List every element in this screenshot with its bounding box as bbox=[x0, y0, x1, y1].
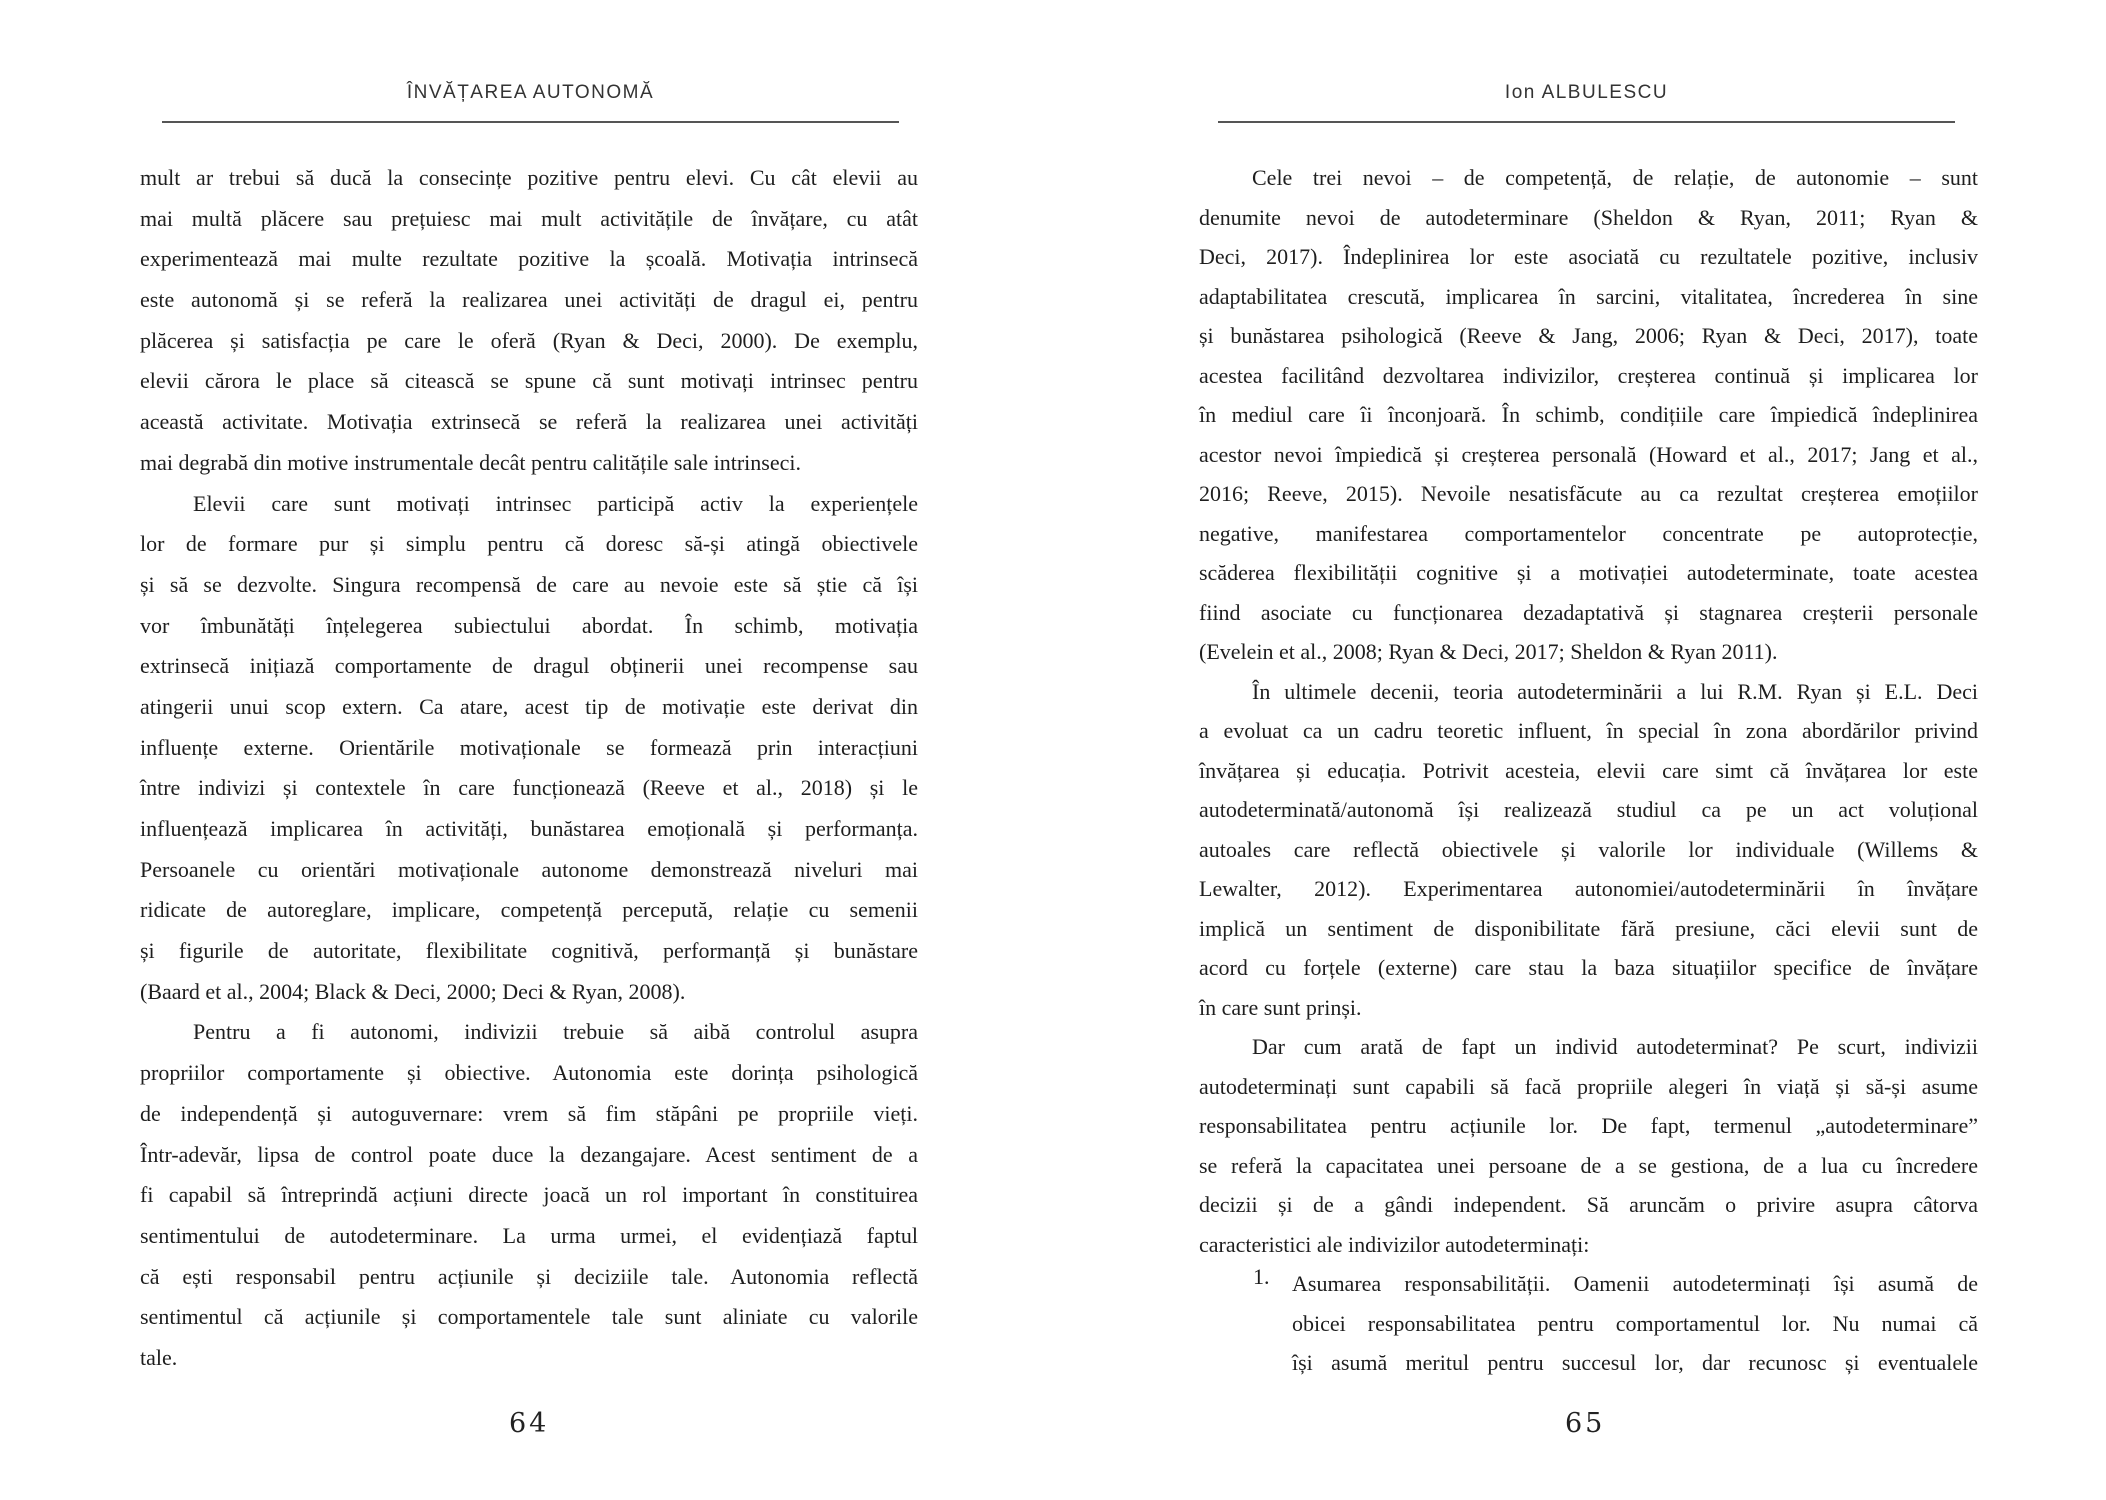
text-line: Elevii care sunt motivați intrinsec participă activ la experiențele bbox=[193, 490, 918, 516]
text-line: între indivizi și contextele în care funcționează (Reeve et al., 2018) și le bbox=[140, 775, 918, 801]
text-line: ridicate de autoreglare, implicare, competență percepută, relație cu semenii bbox=[140, 897, 918, 923]
text-line: Lewalter, 2012). Experimentarea autonomiei/autodeterminării în învățare bbox=[1199, 876, 1978, 901]
text-line: Dar cum arată de fapt un individ autodeterminat? Pe scurt, indivizii bbox=[1252, 1034, 1978, 1059]
right-page-number: 65 bbox=[1565, 1408, 1606, 1439]
right-header-rule bbox=[1218, 121, 1955, 123]
text-line: această activitate. Motivația extrinsecă se referă la realizarea unei activități bbox=[140, 409, 918, 435]
text-line: vor îmbunătăți înțelegerea subiectului abordat. În schimb, motivația bbox=[140, 612, 918, 638]
text-line: în care sunt prinși. bbox=[1199, 994, 1362, 1020]
text-line: și figurile de autoritate, flexibilitate cognitivă, performanță și bunăstare bbox=[140, 938, 918, 964]
text-line: responsabilitatea pentru acțiunile lor. De fapt, termenul „autodeterminare” bbox=[1199, 1113, 1978, 1138]
text-line: acestea facilitând dezvoltarea indivizilor, creșterea continuă și implicarea lor bbox=[1199, 362, 1978, 388]
text-line: sentimentului de autodeterminare. La urma urmei, el evidențiază faptul bbox=[140, 1222, 918, 1248]
text-line: mai multă plăcere sau prețuiesc mai mult activitățile de învățare, cu atât bbox=[140, 205, 918, 231]
text-line: se referă la capacitatea unei persoane de a se gestiona, de a lua cu încredere bbox=[1199, 1152, 1978, 1178]
paragraph bbox=[140, 484, 918, 1013]
text-line: Cele trei nevoi – de competență, de relație, de autonomie – sunt bbox=[1252, 165, 1978, 190]
text-line: autodeterminată/autonomă își realizează studiul ca pe un act voluțional bbox=[1199, 797, 1978, 822]
text-line: și bunăstarea psihologică (Reeve & Jang, 2006; Ryan & Deci, 2017), toate bbox=[1199, 323, 1978, 348]
list-item bbox=[1199, 1264, 1978, 1383]
text-line: Pentru a fi autonomi, indivizii trebuie să aibă controlul asupra bbox=[193, 1019, 918, 1045]
text-line: caracteristici ale indivizilor autodeterminați: bbox=[1199, 1231, 1590, 1257]
text-line: implică un sentiment de disponibilitate fără presiune, căci elevii sunt de bbox=[1199, 915, 1978, 941]
right-page-body bbox=[1199, 158, 1978, 1383]
text-line: În ultimele decenii, teoria autodeterminării a lui R.M. Ryan și E.L. Deci bbox=[1252, 678, 1978, 704]
paragraph bbox=[140, 158, 918, 484]
text-line: mult ar trebui să ducă la consecințe pozitive pentru elevi. Cu cât elevii au bbox=[140, 165, 918, 190]
text-line: acestor nevoi împiedică și creșterea personală (Howard et al., 2017; Jang et al., bbox=[1199, 441, 1978, 467]
text-line: atingerii unui scop extern. Ca atare, acest tip de motivație este derivat din bbox=[140, 693, 918, 719]
left-header-rule bbox=[162, 121, 899, 123]
text-line: Persoanele cu orientări motivaționale autonome demonstrează niveluri mai bbox=[140, 856, 918, 882]
text-line: își asumă meritul pentru succesul lor, dar recunosc și eventualele bbox=[1292, 1350, 1978, 1375]
left-page-body bbox=[140, 158, 918, 1379]
text-line: Într-adevăr, lipsa de control poate duce la dezangajare. Acest sentiment de a bbox=[140, 1141, 918, 1167]
text-line: învățarea și educația. Potrivit acesteia, elevii care simt că învățarea lor este bbox=[1199, 757, 1978, 783]
text-line: tale. bbox=[140, 1344, 178, 1370]
text-line: influențează implicarea în activități, bunăstarea emoțională și performanța. bbox=[140, 816, 918, 841]
text-line: (Baard et al., 2004; Black & Deci, 2000; Deci & Ryan, 2008). bbox=[140, 978, 686, 1004]
text-line: de independență și autoguvernare: vrem să fim stăpâni pe propriile vieți. bbox=[140, 1100, 918, 1126]
text-line: este autonomă și se referă la realizarea unei activități de dragul ei, pentru bbox=[140, 287, 918, 313]
text-line: a evoluat ca un cadru teoretic influent, în special în zona abordărilor privind bbox=[1199, 718, 1978, 743]
left-page-number: 64 bbox=[509, 1408, 550, 1439]
text-line: extrinsecă inițiază comportamente de dragul obținerii unei recompense sau bbox=[140, 653, 918, 679]
paragraph bbox=[140, 1012, 918, 1378]
text-line: propriilor comportamente și obiective. Autonomia este dorința psihologică bbox=[140, 1060, 918, 1086]
text-line: adaptabilitatea crescută, implicarea în sarcini, vitalitatea, încrederea în sine bbox=[1199, 283, 1978, 309]
text-line: elevii cărora le place să citească se spune că sunt motivați intrinsec pentru bbox=[140, 368, 918, 394]
text-line: Deci, 2017). Îndeplinirea lor este asociată cu rezultatele pozitive, inclusiv bbox=[1199, 244, 1978, 269]
text-line: Asumarea responsabilității. Oamenii autodeterminați își asumă de bbox=[1292, 1271, 1978, 1296]
text-line: obicei responsabilitatea pentru comportamentul lor. Nu numai că bbox=[1292, 1310, 1978, 1336]
text-line: autodeterminați sunt capabili să facă propriile alegeri în viață și să-și asume bbox=[1199, 1073, 1978, 1099]
text-line: și să se dezvolte. Singura recompensă de care au nevoie este să știe că își bbox=[140, 571, 918, 597]
text-line: fi capabil să întreprindă acțiuni directe joacă un rol important în constituirea bbox=[140, 1182, 918, 1208]
text-line: lor de formare pur și simplu pentru că doresc să-și atingă obiectivele bbox=[140, 531, 918, 557]
text-line: acord cu forțele (externe) care stau la baza situațiilor specifice de învățare bbox=[1199, 955, 1978, 980]
paragraph bbox=[1199, 672, 1978, 1028]
text-line: plăcerea și satisfacția pe care le oferă (Ryan & Deci, 2000). De exemplu, bbox=[140, 327, 918, 353]
text-line: negative, manifestarea comportamentelor concentrate pe autoprotecție, bbox=[1199, 520, 1978, 546]
text-line: fiind asociate cu funcționarea dezadaptativă și stagnarea creșterii personale bbox=[1199, 599, 1978, 625]
left-running-header: ÎNVĂȚAREA AUTONOMĂ bbox=[406, 82, 655, 103]
text-line: 2016; Reeve, 2015). Nevoile nesatisfăcute au ca rezultat creșterea emoțiilor bbox=[1199, 481, 1978, 506]
text-line: decizii și de a gândi independent. Să aruncăm o privire asupra câtorva bbox=[1199, 1192, 1978, 1217]
text-line: că ești responsabil pentru acțiunile și deciziile tale. Autonomia reflectă bbox=[140, 1263, 918, 1289]
text-line: scăderea flexibilității cognitive și a motivației autodeterminate, toate acestea bbox=[1199, 560, 1978, 585]
text-line: experimentează mai multe rezultate pozitive la școală. Motivația intrinsecă bbox=[140, 246, 918, 272]
paragraph bbox=[1199, 158, 1978, 672]
text-line: (Evelein et al., 2008; Ryan & Deci, 2017; Sheldon & Ryan 2011). bbox=[1199, 639, 1778, 664]
text-line: în mediul care îi înconjoară. În schimb, condițiile care împiedică îndeplinirea bbox=[1199, 402, 1978, 427]
text-line: sentimentul că acțiunile și comportamentele tale sunt aliniate cu valorile bbox=[140, 1304, 918, 1330]
text-line: influențe externe. Orientările motivaționale se formează prin interacțiuni bbox=[140, 734, 918, 760]
text-line: mai degrabă din motive instrumentale decât pentru calitățile sale intrinseci. bbox=[140, 449, 801, 475]
text-line: autoales care reflectă obiectivele și valorile lor individuale (Willems & bbox=[1199, 836, 1978, 862]
right-running-header: Ion ALBULESCU bbox=[1504, 82, 1669, 103]
list-item-number: 1. bbox=[1253, 1264, 1270, 1289]
paragraph bbox=[1199, 1027, 1978, 1264]
text-line: denumite nevoi de autodeterminare (Sheldon & Ryan, 2011; Ryan & bbox=[1199, 204, 1978, 230]
